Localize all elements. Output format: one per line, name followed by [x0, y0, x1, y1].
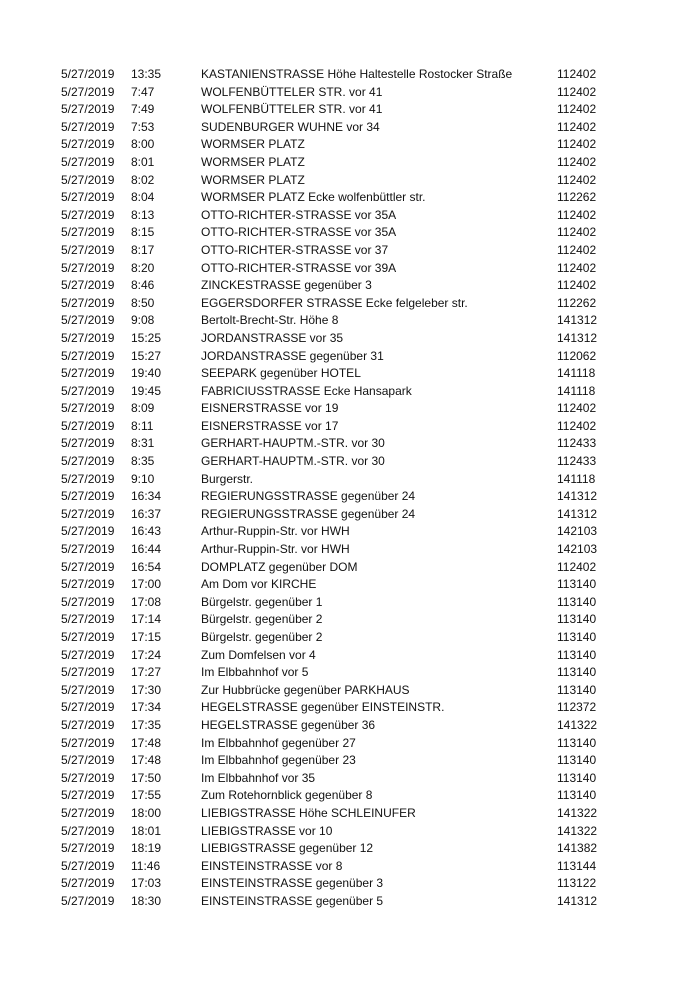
row-time: 8:00	[131, 137, 155, 152]
row-location: FABRICIUSSTRASSE Ecke Hansapark	[201, 383, 412, 398]
row-code: 112402	[557, 84, 597, 99]
row-location: LIEBIGSTRASSE Höhe SCHLEINUFER	[201, 805, 416, 820]
row-location: Bürgelstr. gegenüber 2	[201, 630, 323, 644]
row-time: 8:46	[131, 278, 155, 293]
row-location: Bertolt-Brecht-Str. Höhe 8	[201, 313, 339, 328]
row-date: 5/27/2019	[61, 823, 115, 838]
row-code: 112402	[557, 242, 597, 257]
row-location: Bürgelstr. gegenüber 1	[201, 594, 323, 609]
row-date: 5/27/2019	[61, 260, 115, 275]
row-time: 17:24	[131, 647, 162, 662]
table-row	[61, 647, 617, 665]
row-code: 141312	[557, 893, 598, 908]
row-time: 9:10	[131, 471, 155, 486]
table-row	[61, 365, 617, 383]
row-time: 8:13	[131, 207, 155, 222]
row-time: 16:43	[131, 524, 162, 539]
row-location: EGGERSDORFER STRASSE Ecke felgeleber str.	[201, 295, 468, 310]
table-row	[61, 840, 617, 858]
table-row	[61, 523, 617, 541]
row-time: 8:02	[131, 172, 155, 187]
row-code: 113140	[557, 594, 597, 609]
row-code: 112402	[557, 260, 597, 275]
table-row	[61, 770, 617, 788]
row-date: 5/27/2019	[61, 876, 115, 891]
row-date: 5/27/2019	[61, 577, 115, 592]
row-code: 113140	[557, 788, 597, 803]
row-time: 17:48	[131, 753, 162, 768]
row-location: Am Dom vor KIRCHE	[201, 577, 317, 592]
row-time: 18:01	[131, 823, 162, 838]
row-location: REGIERUNGSSTRASSE gegenüber 24	[201, 506, 416, 521]
row-code: 113144	[557, 858, 597, 873]
row-code: 142103	[557, 524, 598, 539]
row-location: WORMSER PLATZ	[201, 172, 305, 187]
row-date: 5/27/2019	[61, 330, 115, 345]
row-date: 5/27/2019	[61, 84, 115, 99]
row-code: 113140	[557, 735, 597, 750]
row-code: 141312	[557, 506, 598, 521]
row-time: 18:30	[131, 893, 162, 908]
row-date: 5/27/2019	[61, 858, 115, 873]
row-time: 17:27	[131, 665, 162, 680]
row-date: 5/27/2019	[61, 348, 115, 363]
row-date: 5/27/2019	[61, 700, 115, 715]
row-time: 15:25	[131, 330, 162, 345]
row-date: 5/27/2019	[61, 647, 115, 662]
row-code: 141118	[557, 383, 596, 398]
table-row	[61, 224, 617, 242]
row-code: 113140	[557, 753, 597, 768]
row-date: 5/27/2019	[61, 805, 115, 820]
row-time: 7:53	[131, 119, 155, 134]
row-time: 8:20	[131, 260, 155, 275]
table-row	[61, 400, 617, 418]
row-code: 112262	[557, 295, 597, 310]
row-code: 112402	[557, 154, 597, 169]
row-location: KASTANIENSTRASSE Höhe Haltestelle Rostocker Straße	[201, 67, 513, 81]
row-code: 141322	[557, 823, 598, 838]
table-row	[61, 119, 617, 137]
table-row	[61, 418, 617, 436]
row-location: Im Elbbahnhof gegenüber 27	[201, 735, 356, 750]
table-row	[61, 594, 617, 612]
table-row	[61, 136, 617, 154]
table-row	[61, 101, 617, 119]
table-row	[61, 875, 617, 893]
row-time: 17:00	[131, 577, 162, 592]
table-row	[61, 277, 617, 295]
table-row	[61, 154, 617, 172]
row-date: 5/27/2019	[61, 788, 115, 803]
row-date: 5/27/2019	[61, 102, 115, 117]
row-time: 18:19	[131, 841, 162, 856]
table-row	[61, 488, 617, 506]
row-code: 112402	[557, 401, 597, 416]
row-location: EINSTEINSTRASSE gegenüber 5	[201, 893, 384, 908]
table-row	[61, 84, 617, 102]
row-date: 5/27/2019	[61, 612, 115, 627]
table-row	[61, 664, 617, 682]
table-row	[61, 893, 617, 911]
row-code: 112402	[557, 207, 597, 222]
row-code: 112262	[557, 190, 597, 205]
row-code: 141382	[557, 841, 598, 856]
row-date: 5/27/2019	[61, 454, 115, 469]
row-time: 8:01	[131, 154, 155, 169]
row-location: WOLFENBÜTTELER STR. vor 41	[201, 84, 383, 99]
row-time: 16:37	[131, 506, 162, 521]
row-time: 16:44	[131, 542, 162, 557]
row-date: 5/27/2019	[61, 524, 115, 539]
table-row	[61, 260, 617, 278]
table-row	[61, 611, 617, 629]
row-location: EISNERSTRASSE vor 17	[201, 418, 339, 433]
row-code: 113140	[557, 770, 597, 785]
row-time: 17:14	[131, 612, 162, 627]
table-row	[61, 312, 617, 330]
row-code: 112402	[557, 559, 597, 574]
row-date: 5/27/2019	[61, 594, 115, 609]
row-time: 8:04	[131, 190, 155, 205]
row-code: 112402	[557, 137, 597, 152]
row-code: 112402	[557, 278, 597, 293]
row-date: 5/27/2019	[61, 366, 115, 381]
row-date: 5/27/2019	[61, 630, 115, 644]
row-code: 113140	[557, 665, 597, 680]
row-code: 112402	[557, 67, 597, 81]
row-date: 5/27/2019	[61, 506, 115, 521]
records-table-body	[61, 66, 617, 911]
row-time: 17:30	[131, 682, 162, 697]
table-row	[61, 682, 617, 700]
table-row	[61, 348, 617, 366]
row-date: 5/27/2019	[61, 665, 115, 680]
row-time: 16:54	[131, 559, 162, 574]
row-code: 112402	[557, 225, 597, 240]
table-row	[61, 752, 617, 770]
table-row	[61, 541, 617, 559]
row-location: DOMPLATZ gegenüber DOM	[201, 559, 358, 574]
table-row	[61, 699, 617, 717]
row-time: 9:08	[131, 313, 155, 328]
row-time: 17:35	[131, 717, 162, 732]
row-date: 5/27/2019	[61, 735, 115, 750]
row-time: 17:08	[131, 594, 162, 609]
table-row	[61, 66, 617, 84]
row-location: Zur Hubbrücke gegenüber PARKHAUS	[201, 682, 410, 697]
table-row	[61, 172, 617, 190]
row-code: 112372	[557, 700, 597, 715]
row-time: 18:00	[131, 805, 162, 820]
row-location: SEEPARK gegenüber HOTEL	[201, 366, 361, 381]
row-location: Arthur-Ruppin-Str. vor HWH	[201, 524, 350, 539]
row-code: 141118	[557, 366, 596, 381]
table-row	[61, 805, 617, 823]
row-date: 5/27/2019	[61, 682, 115, 697]
table-row	[61, 242, 617, 260]
table-row	[61, 858, 617, 876]
table-row	[61, 576, 617, 594]
row-date: 5/27/2019	[61, 295, 115, 310]
table-row	[61, 717, 617, 735]
row-code: 112402	[557, 102, 597, 117]
row-date: 5/27/2019	[61, 119, 115, 134]
row-date: 5/27/2019	[61, 225, 115, 240]
row-time: 17:03	[131, 876, 162, 891]
row-time: 17:55	[131, 788, 162, 803]
row-code: 113140	[557, 630, 597, 644]
row-code: 112402	[557, 418, 597, 433]
row-date: 5/27/2019	[61, 489, 115, 504]
row-location: Burgerstr.	[201, 471, 254, 486]
row-location: WORMSER PLATZ Ecke wolfenbüttler str.	[201, 190, 426, 205]
row-code: 112402	[557, 172, 597, 187]
row-location: OTTO-RICHTER-STRASSE vor 39A	[201, 260, 397, 275]
row-location: WORMSER PLATZ	[201, 154, 305, 169]
row-location: JORDANSTRASSE vor 35	[201, 330, 344, 345]
row-location: ZINCKESTRASSE gegenüber 3	[201, 278, 372, 293]
row-time: 16:34	[131, 489, 162, 504]
row-location: LIEBIGSTRASSE gegenüber 12	[201, 841, 374, 856]
row-date: 5/27/2019	[61, 770, 115, 785]
row-time: 8:35	[131, 454, 155, 469]
row-location: GERHART-HAUPTM.-STR. vor 30	[201, 454, 385, 469]
row-location: HEGELSTRASSE gegenüber 36	[201, 717, 376, 732]
table-row	[61, 506, 617, 524]
row-code: 112433	[557, 454, 597, 469]
table-row	[61, 629, 617, 647]
row-location: OTTO-RICHTER-STRASSE vor 35A	[201, 225, 397, 240]
row-time: 17:34	[131, 700, 162, 715]
row-date: 5/27/2019	[61, 471, 115, 486]
row-code: 113140	[557, 612, 597, 627]
row-code: 113140	[557, 647, 597, 662]
row-location: SUDENBURGER WUHNE vor 34	[201, 119, 380, 134]
table-row	[61, 207, 617, 225]
row-location: HEGELSTRASSE gegenüber EINSTEINSTR.	[201, 700, 445, 715]
row-date: 5/27/2019	[61, 313, 115, 328]
row-location: JORDANSTRASSE gegenüber 31	[201, 348, 384, 363]
row-date: 5/27/2019	[61, 418, 115, 433]
table-row	[61, 471, 617, 489]
row-date: 5/27/2019	[61, 172, 115, 187]
row-date: 5/27/2019	[61, 542, 115, 557]
row-time: 13:35	[131, 67, 162, 81]
row-date: 5/27/2019	[61, 401, 115, 416]
row-time: 19:40	[131, 366, 162, 381]
row-location: Im Elbbahnhof vor 5	[201, 665, 309, 680]
row-time: 8:17	[131, 242, 155, 257]
row-code: 141312	[557, 330, 598, 345]
row-location: OTTO-RICHTER-STRASSE vor 35A	[201, 207, 397, 222]
row-location: WORMSER PLATZ	[201, 137, 305, 152]
row-location: Zum Domfelsen vor 4	[201, 647, 316, 662]
row-location: GERHART-HAUPTM.-STR. vor 30	[201, 436, 385, 451]
row-location: Arthur-Ruppin-Str. vor HWH	[201, 542, 350, 557]
row-code: 112433	[557, 436, 597, 451]
row-time: 15:27	[131, 348, 162, 363]
row-time: 17:15	[131, 630, 162, 644]
row-code: 113140	[557, 682, 597, 697]
row-date: 5/27/2019	[61, 841, 115, 856]
table-row	[61, 823, 617, 841]
row-date: 5/27/2019	[61, 383, 115, 398]
row-time: 17:48	[131, 735, 162, 750]
row-location: WOLFENBÜTTELER STR. vor 41	[201, 102, 383, 117]
table-row	[61, 295, 617, 313]
table-row	[61, 453, 617, 471]
row-code: 141118	[557, 471, 596, 486]
row-date: 5/27/2019	[61, 190, 115, 205]
row-date: 5/27/2019	[61, 67, 115, 81]
row-time: 7:47	[131, 84, 155, 99]
row-code: 141312	[557, 489, 598, 504]
table-row	[61, 559, 617, 577]
row-time: 11:46	[131, 858, 161, 873]
row-date: 5/27/2019	[61, 242, 115, 257]
row-date: 5/27/2019	[61, 893, 115, 908]
row-code: 141312	[557, 313, 598, 328]
row-time: 7:49	[131, 102, 155, 117]
table-row	[61, 435, 617, 453]
row-date: 5/27/2019	[61, 207, 115, 222]
row-date: 5/27/2019	[61, 717, 115, 732]
table-row	[61, 189, 617, 207]
row-code: 141322	[557, 717, 598, 732]
row-time: 8:11	[131, 418, 154, 433]
row-time: 8:09	[131, 401, 155, 416]
row-location: LIEBIGSTRASSE vor 10	[201, 823, 333, 838]
row-location: EISNERSTRASSE vor 19	[201, 401, 339, 416]
row-date: 5/27/2019	[61, 154, 115, 169]
table-row	[61, 383, 617, 401]
row-code: 113122	[557, 876, 597, 891]
row-location: EINSTEINSTRASSE vor 8	[201, 858, 343, 873]
table-row	[61, 735, 617, 753]
row-code: 141322	[557, 805, 598, 820]
row-date: 5/27/2019	[61, 753, 115, 768]
row-time: 19:45	[131, 383, 162, 398]
row-date: 5/27/2019	[61, 436, 115, 451]
row-code: 112062	[557, 348, 597, 363]
row-location: Bürgelstr. gegenüber 2	[201, 612, 323, 627]
row-code: 113140	[557, 577, 597, 592]
row-time: 8:31	[131, 436, 155, 451]
row-time: 8:50	[131, 295, 155, 310]
row-location: OTTO-RICHTER-STRASSE vor 37	[201, 242, 389, 257]
row-location: Zum Rotehornblick gegenüber 8	[201, 788, 373, 803]
table-row	[61, 330, 617, 348]
row-location: REGIERUNGSSTRASSE gegenüber 24	[201, 489, 416, 504]
row-time: 8:15	[131, 225, 155, 240]
table-row	[61, 787, 617, 805]
records-table	[61, 66, 617, 911]
row-code: 112402	[557, 119, 597, 134]
row-code: 142103	[557, 542, 598, 557]
row-location: EINSTEINSTRASSE gegenüber 3	[201, 876, 384, 891]
row-location: Im Elbbahnhof vor 35	[201, 770, 316, 785]
row-time: 17:50	[131, 770, 162, 785]
row-date: 5/27/2019	[61, 559, 115, 574]
row-date: 5/27/2019	[61, 137, 115, 152]
row-location: Im Elbbahnhof gegenüber 23	[201, 753, 356, 768]
row-date: 5/27/2019	[61, 278, 115, 293]
